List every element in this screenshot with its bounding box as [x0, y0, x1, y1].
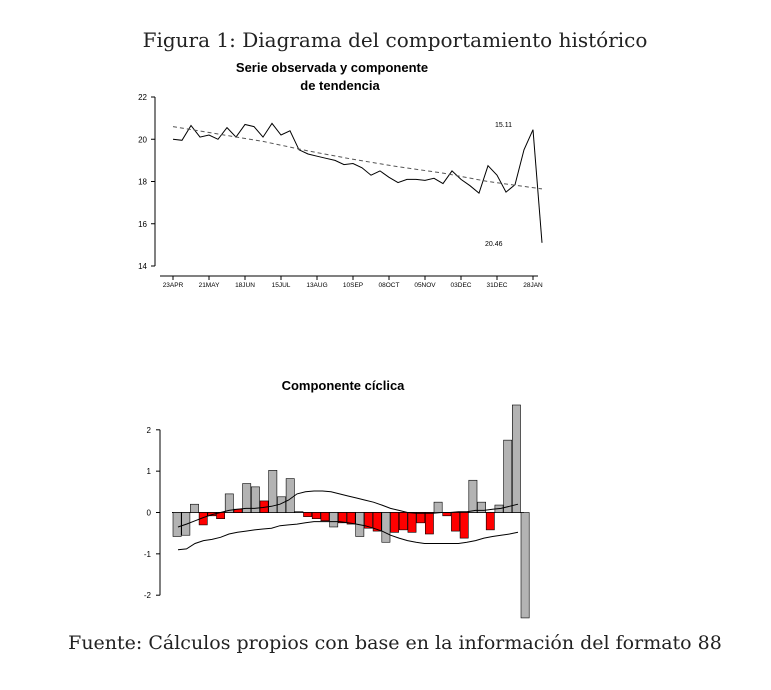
observed-series-line	[173, 123, 533, 193]
cyclic-bar	[408, 513, 416, 533]
y-tick-label: 2	[146, 425, 151, 435]
trend-chart	[0, 0, 771, 320]
cyclic-bar	[434, 502, 442, 512]
cyclic-bar	[460, 513, 468, 539]
x-tick-label: 15JUL	[271, 282, 291, 289]
y-tick-label: 1	[146, 467, 151, 477]
y-tick-label: 16	[138, 219, 147, 229]
cyclic-bar	[321, 513, 329, 521]
x-tick-label: 05NOV	[414, 282, 436, 289]
cyclic-bar	[295, 512, 303, 513]
x-tick-label: 28JAN	[523, 282, 543, 289]
cyclic-bar	[190, 504, 198, 512]
cyclic-chart	[0, 300, 771, 620]
y-tick-label: 0	[146, 508, 151, 518]
x-tick-label: 31DEC	[486, 282, 508, 289]
figure-title: Figura 1: Diagrama del comportamiento histórico	[142, 28, 648, 52]
y-tick-label: 22	[138, 93, 147, 102]
cyclic-bar	[399, 513, 407, 530]
x-tick-label: 13AUG	[306, 282, 328, 289]
cyclic-bar	[286, 479, 294, 513]
figure-source: Fuente: Cálculos propios con base en la información del formato 88	[68, 632, 722, 654]
cyclic-bar	[312, 513, 320, 519]
y-tick-label: 18	[138, 177, 147, 187]
cyclic-chart-title: Componente cíclica	[281, 378, 405, 393]
cyclic-bar	[304, 513, 312, 517]
observed-series-line	[533, 130, 542, 243]
cyclic-bar	[425, 513, 433, 535]
annotation-label: 20.46	[485, 241, 503, 248]
cyclic-bar	[521, 513, 529, 618]
x-tick-label: 10SEP	[342, 282, 364, 289]
cyclic-bar	[478, 502, 486, 512]
y-tick-label: -1	[143, 549, 151, 559]
cyclic-bar	[417, 513, 425, 523]
trend-series-line	[173, 127, 542, 189]
cyclic-bar	[504, 440, 512, 512]
cyclic-bar	[451, 513, 459, 532]
y-tick-label: 14	[138, 262, 147, 271]
cyclic-bar	[469, 480, 477, 512]
y-tick-label: 20	[138, 135, 147, 145]
trend-chart-title-line-2: de tendencia	[300, 78, 380, 93]
cyclic-bar	[382, 513, 390, 543]
x-tick-label: 21MAY	[198, 282, 220, 289]
y-tick-label: -2	[143, 591, 151, 601]
cyclic-bar	[173, 513, 181, 537]
cyclic-bar	[330, 513, 338, 527]
x-tick-label: 18JUN	[235, 282, 255, 289]
x-tick-label: 08OCT	[378, 282, 400, 289]
cyclic-bar	[391, 513, 399, 533]
cyclic-bar	[512, 405, 520, 513]
x-tick-label: 23APR	[162, 282, 184, 289]
trend-chart-title-line-1: Serie observada y componente	[235, 60, 429, 75]
x-tick-label: 03DEC	[450, 282, 472, 289]
annotation-label: 15.11	[495, 122, 512, 129]
cyclic-bar	[486, 513, 494, 530]
